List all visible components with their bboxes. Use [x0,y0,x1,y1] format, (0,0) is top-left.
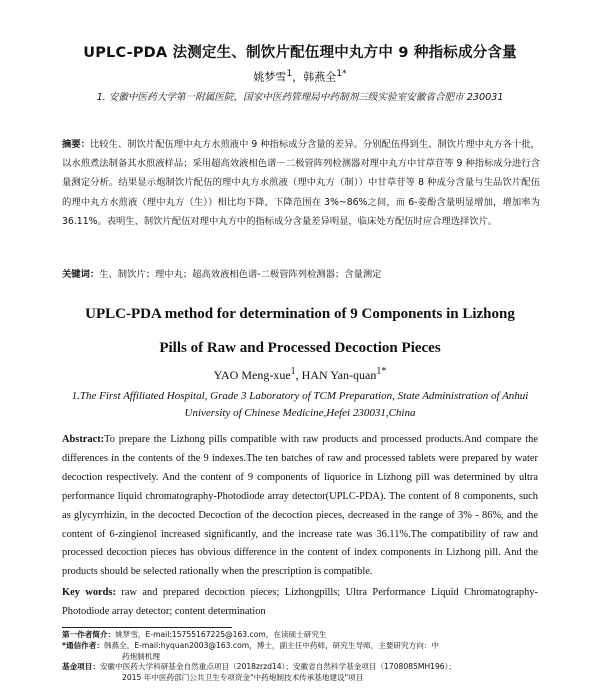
english-abstract [62,431,538,582]
chinese-keywords-text: 生、制饮片；理中丸；超高效液相色谱-二极管阵列检测器；含量测定 [99,269,382,280]
footnote-first-author-label: 第一作者简介： [62,630,116,639]
footnote-first-author [62,630,542,641]
footnote-funding-continuation: 2015 年中医药部门公共卫生专项资金"中药炮制技术传承基地建设"项目 [122,673,364,683]
english-title [40,297,560,365]
chinese-authors [0,68,600,85]
footnote-funding-text: 安徽中医药大学科研基金自然重点项目（2018zrzd14）；安徽省自然科学基金项目（1708085MH196）； [99,662,457,672]
chinese-affiliation: 1. 安徽中医药大学第一附属医院，国家中医药管理局中药制剂三级实验室安徽省合肥市 230031 [96,92,504,103]
english-abstract-text: To prepare the Lizhong pills compatible with raw products and processed products.And compare the differences in the contents of the 9 indexes.The ten batches of raw and processed tablets were prepared by water decoction respectively. And the content of 9 components of liquorice in Lizhong pill was determined by ultra performance liquid chromatography-Photodiode array detector(UPLC-PDA). The content of 8 components, such as glycyrrhizin, in the decocted Decoction of the decoction pieces, decreased in the range of 3% - 86%, and the content of 6-zingienol increased significantly, and the increase rate was 36.11%.The compatibility of raw and processed decoction pieces has obvious difference in the content of index components in Lizhong pill. And the products should be selected rationally when the prescription is compatible. [62,434,538,578]
footnote-corresponding-continuation: 药炮制机理 [122,651,160,661]
footnote-divider [62,627,232,628]
chinese-keywords-label: 关键词： [62,269,100,280]
english-abstract-label: Abstract: [62,434,105,445]
english-affiliation: 1.The First Affiliated Hospital, Grade 3 Laboratory of TCM Preparation, State Administration of Anhui University of Chinese Medicine,Hefei 230031,China [71,390,529,419]
english-keywords-text: raw and prepared decoction pieces; Lizhongpills; Ultra Performance Liquid Chromatography-Photodiode array detector; content determination [62,587,538,617]
chinese-keywords [62,266,540,280]
english-title-line-2: Pills of Raw and Processed Decoction Pieces [159,340,441,356]
english-author-separator: , HAN Yan-quan [295,368,377,382]
chinese-author-1-sup: 1 [286,68,293,79]
english-title-line-1: UPLC-PDA method for determination of 9 Components in Lizhong [85,306,515,322]
chinese-author-2-sup: 1* [336,68,347,79]
chinese-abstract [62,135,540,231]
chinese-abstract-label: 摘要： [62,139,90,150]
footnote-corresponding-label: *通信作者： [62,640,104,650]
footnote-funding-label: 基金项目： [62,662,100,672]
chinese-author-1: 姚梦雪 [253,70,287,84]
english-keywords [62,584,538,622]
english-author-1: YAO Meng-xue [213,368,291,382]
chinese-title: UPLC-PDA 法测定生、制饮片配伍理中丸方中 9 种指标成分含量 [83,45,517,61]
footnote-funding [62,662,542,673]
footnotes [62,630,542,684]
footnote-corresponding-text: 韩燕全，E-mail:hyquan2003@163.com，博士，副主任中药师，研究生导师，主要研究方向：中 [103,640,439,650]
english-authors [0,366,600,383]
english-keywords-label: Key words: [62,587,116,598]
footnote-first-author-text: 姚梦雪，E-mail:15755167225@163.com，在读硕士研究生 [115,630,327,639]
english-author-1-sup: 1 [290,366,296,377]
chinese-author-separator: ，韩燕全 [292,70,337,84]
english-author-2-sup: 1* [376,366,387,377]
chinese-abstract-text: 比较生、制饮片配伍理中丸方水煎液中 9 种指标成分含量的差异。分别配伍得到生、制饮片理中丸方各十批，以水煎煮法制备其水煎液样品；采用超高效液相色谱－二极管阵列检测器对理中丸方中甘草苷等 9 种指标成分进行含量测定分析。结果显示炮制饮片配伍的理中丸方水煎液（理中丸方（制））中甘草苷等 8 种成分含量与生品饮片配伍的理中丸方水煎液（理中丸方（生））相比均下降，下降范围在 3%~86%之间，而 6-姜酚含量明显增加，增加率为 36.11%。表明生、制饮片配伍对理中丸方中的指标成分含量差异明显，临床处方配伍时应合理选择饮片。 [62,139,540,227]
footnote-corresponding-author [62,641,542,652]
